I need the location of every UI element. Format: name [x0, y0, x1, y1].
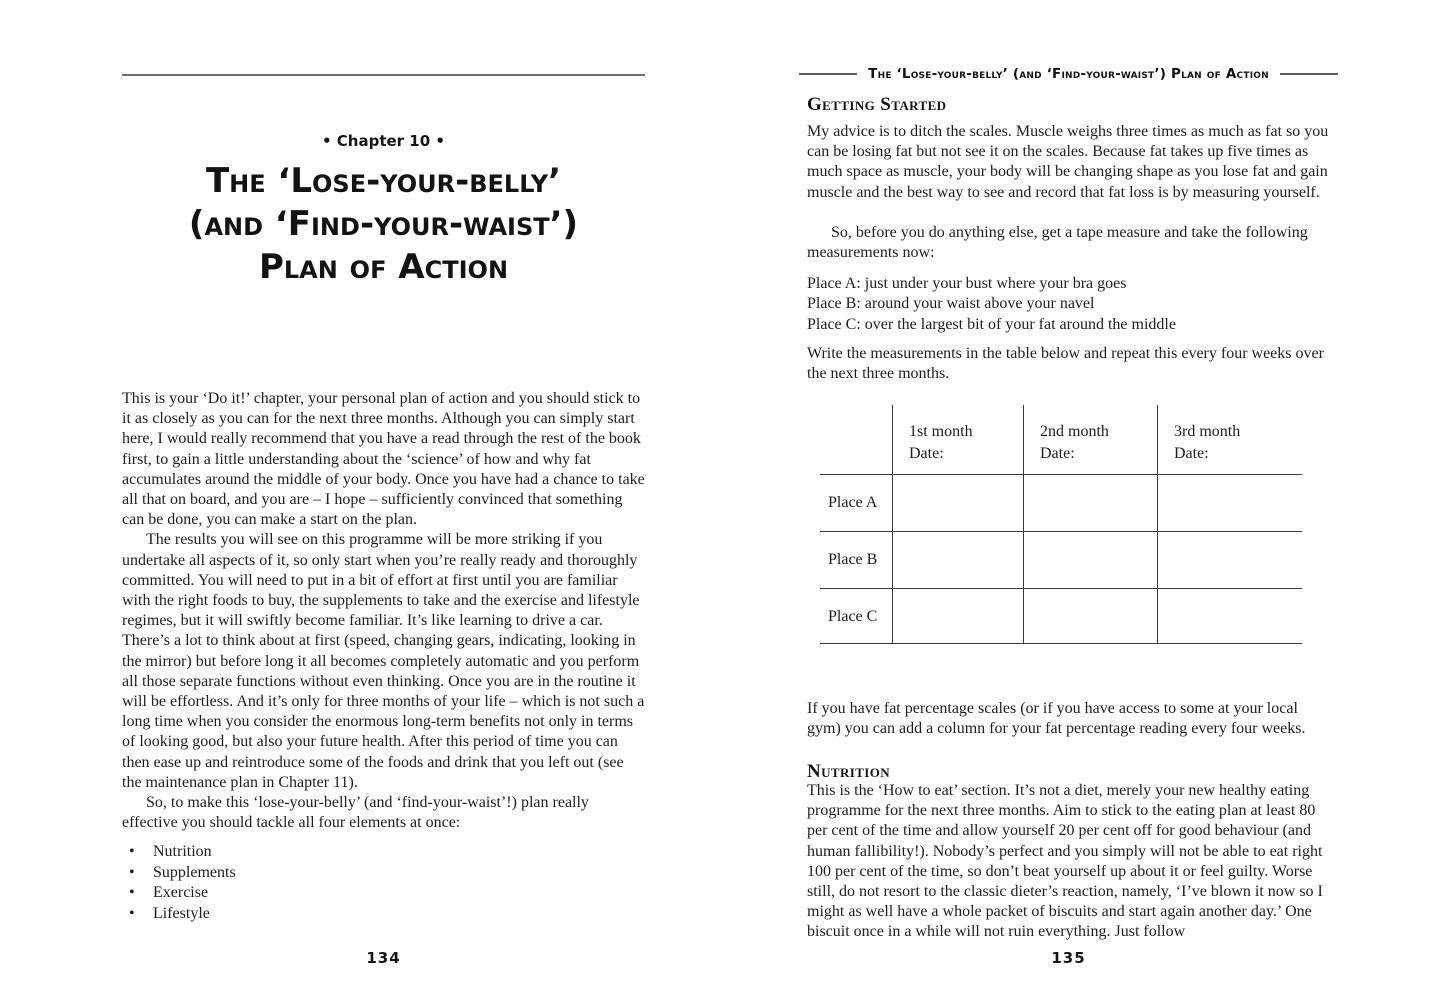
bullet-marker: •	[129, 863, 135, 881]
paragraph: So, before you do anything else, get a tape measure and take the following measurements now:	[807, 224, 1308, 262]
getting-started-paragraph-3	[807, 344, 1330, 384]
list-item-label: Nutrition	[153, 843, 212, 861]
list-item	[122, 863, 645, 883]
paragraph: So, to make this ‘lose-your-belly’ (and ‘find-your-waist’!) plan really effective you should tackle all four elements at once:	[122, 794, 589, 832]
table-header-date-label: Date:	[1174, 445, 1209, 462]
paragraph: My advice is to ditch the scales. Muscle weighs three times as much as fat so you can be losing fat but not see it on the scales. Because fat takes up five times as much space as muscle, your body will be changing shape as you lose fat and gain muscle and the best way to see and record that fat loss is by measuring yourself.	[807, 123, 1329, 201]
place-line: Place B: around your waist above your navel	[807, 295, 1095, 313]
table-horizontal-line	[820, 474, 1302, 475]
paragraph: This is your ‘Do it!’ chapter, your personal plan of action and you should stick to it as closely as you can for the next three months. Although you can simply start here, I would really recommend that you have a read through the rest of the book first, to gain a little understanding about the ‘science’ of how and why fat accumulates around the middle of your body. Once you have had a chance to take all that on board, and you are – I hope – sufficiently convinced that something can be done, you can make a start on the plan.	[122, 390, 645, 529]
bullet-marker: •	[129, 843, 135, 861]
page-left	[122, 0, 645, 1007]
table-header-title: 3rd month	[1174, 423, 1241, 440]
table-horizontal-line	[820, 531, 1302, 532]
running-header-rule-right	[1280, 73, 1338, 75]
table-row-label: Place A	[828, 494, 878, 511]
running-header-rule-left	[799, 73, 857, 75]
after-table-paragraph	[807, 699, 1330, 739]
running-header	[799, 66, 1338, 82]
table-header-date-label: Date:	[909, 445, 944, 462]
table-header-month-2	[1040, 421, 1109, 465]
list-item-label: Lifestyle	[153, 904, 210, 922]
table-horizontal-line	[820, 643, 1302, 644]
list-item	[122, 842, 645, 862]
chapter-title-line-1: The ‘Lose-your-belly’	[205, 161, 562, 201]
section-heading-nutrition: Nutrition	[807, 761, 891, 782]
left-page-body	[122, 389, 645, 924]
list-item	[122, 883, 645, 903]
measurement-places-list	[807, 274, 1330, 335]
chapter-title-line-2: (and ‘Find-your-waist’)	[188, 204, 579, 244]
page-number-right: 135	[1051, 949, 1086, 967]
table-horizontal-line	[820, 588, 1302, 589]
place-line: Place A: just under your bust where your bra goes	[807, 275, 1127, 292]
nutrition-paragraph	[807, 781, 1330, 943]
table-header-title: 2nd month	[1040, 423, 1109, 440]
page-number-left: 134	[366, 949, 401, 967]
section-heading-getting-started: Getting Started	[807, 94, 947, 115]
list-item	[122, 904, 645, 924]
chapter-title-line-3: Plan of Action	[258, 247, 509, 287]
bullet-marker: •	[129, 884, 135, 902]
paragraph: This is the ‘How to eat’ section. It’s not a diet, merely your new healthy eating programme for the next three months. Aim to stick to the eating plan at least 80 per cent of the time and allow yourself 20 per cent off for good behaviour (and human fallibility!). Nobody’s perfect and you simply will not be able to eat right 100 per cent of the time, so don’t beat yourself up about it or feel guilty. Worse still, do not resort to the classic dieter’s reaction, namely, ‘I’ve blown it now so I might as well have a whole packet of biscuits and start again another day.’ One biscuit once in a while will not ruin everything. Just follow	[807, 782, 1323, 941]
paragraph: The results you will see on this programme will be more striking if you undertake all aspects of it, so only start when you’re really ready and thoroughly committed. You will need to put in a bit of effort at first until you are familiar with the right foods to buy, the supplements to take and the exercise and lifestyle regimes, but it will swiftly become familiar. It’s like learning to drive a car. There’s a lot to think about at first (speed, changing gears, indicating, looking in the mirror) but before long it all becomes completely automatic and you perform all those separate functions without even thinking. Once you are in the routine it will be effortless. And it’s only for three months of your life – which is not such a long time when you consider the enormous long-term benefits not only in terms of looking good, but also your future health. After this period of time you can then ease up and reintroduce some of the foods and drink that you left out (see the maintenance plan in Chapter 11).	[122, 531, 645, 791]
list-item-label: Exercise	[153, 884, 209, 902]
bullet-marker: •	[129, 904, 135, 922]
chapter-title	[92, 160, 675, 289]
plan-elements-list	[122, 842, 645, 924]
page-right	[807, 0, 1330, 1007]
table-row-label: Place C	[828, 608, 878, 625]
table-vertical-line	[892, 405, 893, 644]
place-line: Place C: over the largest bit of your fat around the middle	[807, 315, 1176, 333]
measurement-table	[820, 405, 1302, 644]
list-item-label: Supplements	[153, 863, 236, 881]
running-header-title: The ‘Lose-your-belly’ (and ‘Find-your-waist’) Plan of Action	[868, 66, 1269, 82]
table-header-month-1	[909, 421, 973, 465]
getting-started-paragraph-2	[807, 223, 1330, 263]
table-row-label: Place B	[828, 551, 878, 568]
paragraph: If you have fat percentage scales (or if you have access to some at your local gym) you can add a column for your fat percentage reading every four weeks.	[807, 700, 1306, 738]
table-header-title: 1st month	[909, 423, 973, 440]
table-header-date-label: Date:	[1040, 445, 1075, 462]
getting-started-paragraph-1	[807, 122, 1330, 203]
chapter-divider-rule	[122, 74, 645, 76]
paragraph: Write the measurements in the table below and repeat this every four weeks over the next three months.	[807, 345, 1324, 383]
chapter-label: • Chapter 10 •	[321, 132, 445, 150]
table-header-month-3	[1174, 421, 1240, 465]
table-vertical-line	[1157, 405, 1158, 644]
table-vertical-line	[1023, 405, 1024, 644]
